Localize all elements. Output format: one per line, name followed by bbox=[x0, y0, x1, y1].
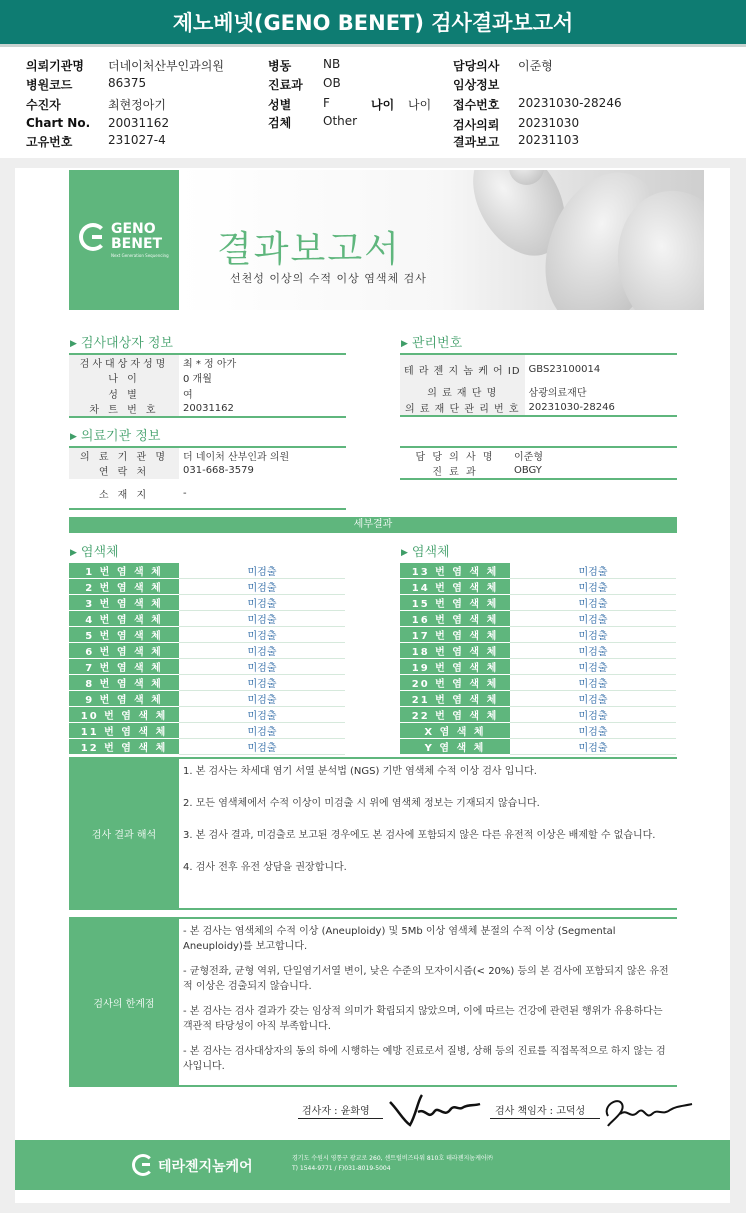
chromosome-result: 미검출 bbox=[510, 579, 676, 595]
chromosome-name: 17 번 염 색 체 bbox=[400, 627, 510, 643]
chromosome-row bbox=[400, 611, 676, 627]
report-main-title: 결과보고서 bbox=[217, 229, 401, 270]
field-label: 연 락 처 bbox=[69, 463, 179, 479]
geno-benet-logo-icon bbox=[79, 222, 169, 258]
chromosome-result: 미검출 bbox=[510, 627, 676, 643]
chromosome-row bbox=[400, 707, 676, 723]
interpretation-item: 3. 본 검사 결과, 미검출로 보고된 경우에도 본 검사에 포함되지 않은 다른 유전적 이상은 배제할 수 없습니다. bbox=[183, 830, 656, 841]
chromosome-row bbox=[400, 675, 676, 691]
meta-label: 임상정보 bbox=[453, 78, 500, 92]
field-value: 0 개월 bbox=[183, 374, 212, 386]
field-value: 최 * 정 아가 bbox=[179, 354, 346, 370]
field-label: 테 라 젠 지 놈 케 어 ID bbox=[400, 354, 525, 384]
chromosome-row bbox=[400, 739, 676, 755]
section-arrow-icon: ▶ bbox=[70, 548, 77, 558]
meta-value: 20231030 bbox=[518, 116, 580, 130]
chromosome-name: 13 번 염 색 체 bbox=[400, 563, 510, 579]
chromosome-row bbox=[69, 707, 345, 723]
meta-label: 접수번호 bbox=[453, 98, 500, 112]
field-value: 20031162 bbox=[179, 401, 346, 417]
chromosome-row bbox=[69, 643, 345, 659]
interpretation-item: 1. 본 검사는 차세대 염기 서열 분석법 (NGS) 기반 염색체 수적 이상 검사 입니다. bbox=[183, 766, 537, 777]
chromosome-name: 20 번 염 색 체 bbox=[400, 675, 510, 691]
limitation-item: - 본 검사는 검사 결과가 갖는 임상적 의미가 확립되지 않았으며, 이에 따르는 건강에 관련된 행위가 유용하다는 객관적 타당성이 아직 부족합니다. bbox=[183, 1006, 663, 1032]
chromosome-name: 5 번 염 색 체 bbox=[69, 627, 179, 643]
meta-value: NB bbox=[323, 57, 341, 71]
chromosome-row bbox=[69, 659, 345, 675]
chromosome-name: 19 번 염 색 체 bbox=[400, 659, 510, 675]
institution-right-table bbox=[400, 446, 677, 480]
section-arrow-icon: ▶ bbox=[70, 339, 77, 349]
report-subtitle: 선천성 이상의 수적 이상 염색체 검사 bbox=[230, 272, 427, 285]
meta-label: 담당의사 bbox=[453, 59, 500, 73]
chromosome-name: 3 번 염 색 체 bbox=[69, 595, 179, 611]
meta-value: 더네이처산부인과의원 bbox=[108, 59, 224, 73]
field-label: 성 별 bbox=[69, 386, 179, 402]
field-label: 의 료 재 단 관 리 번 호 bbox=[400, 400, 525, 416]
field-value: 031-668-3579 bbox=[183, 465, 254, 477]
meta-label: 의뢰기관명 bbox=[26, 59, 84, 73]
field-label: 담 당 의 사 명 bbox=[400, 447, 510, 463]
meta-value: OB bbox=[323, 76, 341, 90]
signature-line bbox=[298, 1118, 383, 1119]
interpretation-box bbox=[69, 757, 677, 910]
chromosome-result: 미검출 bbox=[179, 595, 345, 611]
chromosome-result: 미검출 bbox=[510, 611, 676, 627]
chromosome-table-right bbox=[400, 563, 676, 755]
contact-line: T) 1544-9771 / F)031-8019-5004 bbox=[292, 1165, 391, 1172]
section-heading: ▶ 검사대상자 정보 bbox=[70, 336, 173, 351]
subject-info-table bbox=[69, 353, 346, 418]
section-heading: ▶ 의료기관 정보 bbox=[70, 429, 161, 444]
chromosome-result: 미검출 bbox=[510, 707, 676, 723]
section-heading: ▶ 염색체 bbox=[70, 545, 119, 560]
chromosome-name: 15 번 염 색 체 bbox=[400, 595, 510, 611]
chromosome-row bbox=[400, 659, 676, 675]
chromosome-name: 22 번 염 색 체 bbox=[400, 707, 510, 723]
chromosome-row bbox=[69, 627, 345, 643]
meta-value: Other bbox=[323, 114, 358, 128]
logo-text: GENO bbox=[111, 221, 156, 237]
chromosome-result: 미검출 bbox=[179, 739, 345, 755]
chromosome-name: 1 번 염 색 체 bbox=[69, 563, 179, 579]
meta-value: 86375 bbox=[108, 76, 147, 90]
chromosome-result: 미검출 bbox=[510, 563, 676, 579]
limitation-item: - 본 검사는 검사대상자의 동의 하에 시행하는 예방 진료로서 질병, 상해 등의 진료를 직접목적으로 하지 않는 검사입니다. bbox=[183, 1046, 666, 1072]
chromosome-row bbox=[69, 579, 345, 595]
chromosome-row bbox=[69, 723, 345, 739]
chromosome-name: 2 번 염 색 체 bbox=[69, 579, 179, 595]
meta-value: 이준형 bbox=[518, 59, 553, 73]
chromosome-row bbox=[400, 579, 676, 595]
chromosome-result: 미검출 bbox=[179, 579, 345, 595]
chromosome-result: 미검출 bbox=[179, 659, 345, 675]
meta-value: 나이 bbox=[408, 98, 432, 112]
terragen-logo-icon bbox=[132, 1154, 154, 1176]
chromosome-name: 11 번 염 색 체 bbox=[69, 723, 179, 739]
company-address bbox=[292, 1154, 493, 1174]
meta-label: 나이 bbox=[371, 98, 395, 112]
field-label: 검사대상자성명 bbox=[69, 354, 179, 370]
limitations-text bbox=[179, 917, 677, 1087]
field-value: OBGY bbox=[510, 463, 677, 479]
field-label: 진 료 과 bbox=[400, 463, 510, 479]
meta-label: 병원코드 bbox=[26, 78, 73, 92]
management-table bbox=[400, 353, 677, 417]
meta-label: 진료과 bbox=[268, 78, 303, 92]
chromosome-row bbox=[400, 627, 676, 643]
meta-label: Chart No. bbox=[26, 116, 91, 130]
field-value: 이준형 bbox=[510, 447, 677, 463]
meta-label: 검사의뢰 bbox=[453, 118, 500, 132]
field-label: 나 이 bbox=[69, 370, 179, 386]
signature-line bbox=[490, 1118, 600, 1119]
chromosome-name: 4 번 염 색 체 bbox=[69, 611, 179, 627]
field-label: 의 료 기 관 명 bbox=[69, 447, 179, 463]
chromosome-result: 미검출 bbox=[510, 739, 676, 755]
meta-info bbox=[0, 50, 746, 150]
chromosome-row bbox=[69, 691, 345, 707]
interpretation-item: 2. 모든 염색체에서 수적 이상이 미검출 시 위에 염색체 정보는 기재되지 않습니다. bbox=[183, 798, 540, 809]
chromosome-name: 8 번 염 색 체 bbox=[69, 675, 179, 691]
meta-value: 최현정아기 bbox=[108, 98, 166, 112]
chromosome-row bbox=[69, 563, 345, 579]
chromosome-result: 미검출 bbox=[179, 723, 345, 739]
section-heading: ▶ 염색체 bbox=[401, 545, 450, 560]
meta-label: 고유번호 bbox=[26, 135, 73, 149]
logo-tagline: Next Generation Sequencing bbox=[111, 253, 169, 258]
chromosome-result: 미검출 bbox=[179, 707, 345, 723]
chromosome-name: 7 번 염 색 체 bbox=[69, 659, 179, 675]
detail-results-bar: 세부결과 bbox=[69, 517, 677, 533]
chromosome-row bbox=[400, 595, 676, 611]
meta-label: 결과보고 bbox=[453, 135, 500, 149]
limitations-box bbox=[69, 917, 677, 1087]
chromosome-name: 14 번 염 색 체 bbox=[400, 579, 510, 595]
chromosome-row bbox=[400, 691, 676, 707]
chromosome-result: 미검출 bbox=[510, 659, 676, 675]
meta-label: 수진자 bbox=[26, 98, 61, 112]
field-value: 삼광의료재단 bbox=[528, 388, 587, 400]
director-name: 검사 책임자 : 고덕성 bbox=[495, 1106, 586, 1117]
chromosome-row bbox=[69, 739, 345, 755]
chromosome-name: Y 염 색 체 bbox=[400, 739, 510, 755]
chromosome-result: 미검출 bbox=[179, 643, 345, 659]
chromosome-result: 미검출 bbox=[179, 675, 345, 691]
address-line: 경기도 수원시 영통구 광교로 260, 센트럴비즈타워 810호 테라젠지놈케어㈜ bbox=[292, 1155, 493, 1162]
chromosome-result: 미검출 bbox=[179, 627, 345, 643]
field-label: 소 재 지 bbox=[69, 479, 179, 509]
meta-value: 20031162 bbox=[108, 116, 170, 130]
chromosome-name: 9 번 염 색 체 bbox=[69, 691, 179, 707]
meta-value: 20231103 bbox=[518, 133, 580, 147]
chromosome-row bbox=[69, 675, 345, 691]
director-signature bbox=[600, 1092, 695, 1132]
footer bbox=[15, 1140, 730, 1190]
chromosome-name: X 염 색 체 bbox=[400, 723, 510, 739]
meta-value: F bbox=[323, 96, 330, 110]
chromosome-name: 18 번 염 색 체 bbox=[400, 643, 510, 659]
chromosome-row bbox=[400, 563, 676, 579]
chromosome-row bbox=[400, 723, 676, 739]
field-label: 의 료 재 단 명 bbox=[400, 384, 525, 400]
chromosome-name: 16 번 염 색 체 bbox=[400, 611, 510, 627]
tester-name: 검사자 : 윤화영 bbox=[302, 1106, 370, 1117]
field-value: 20231030-28246 bbox=[525, 400, 677, 416]
chromosome-result: 미검출 bbox=[510, 675, 676, 691]
section-arrow-icon: ▶ bbox=[401, 339, 408, 349]
chromosome-row bbox=[69, 595, 345, 611]
field-label: 차 트 번 호 bbox=[69, 401, 179, 417]
field-value: GBS23100014 bbox=[525, 354, 677, 384]
meta-value: 231027-4 bbox=[108, 133, 166, 147]
company-name: 테라젠지놈케어 bbox=[158, 1159, 253, 1175]
meta-label: 병동 bbox=[268, 59, 292, 73]
chromosome-result: 미검출 bbox=[179, 563, 345, 579]
report-title-bar: 제노베넷(GENO BENET) 검사결과보고서 bbox=[0, 0, 746, 47]
logo-text: BENET bbox=[111, 236, 163, 252]
limitation-item: - 본 검사는 염색체의 수적 이상 (Aneuploidy) 및 5Mb 이상 염색체 분절의 수적 이상 (Segmental Aneuploidy)를 보고합니다. bbox=[183, 926, 616, 952]
chromosome-name: 21 번 염 색 체 bbox=[400, 691, 510, 707]
interpretation-text bbox=[179, 757, 677, 910]
chromosome-name: 6 번 염 색 체 bbox=[69, 643, 179, 659]
chromosome-result: 미검출 bbox=[510, 643, 676, 659]
chromosome-row bbox=[69, 611, 345, 627]
field-value: 더 네이처 산부인과 의원 bbox=[179, 447, 346, 463]
chromosome-result: 미검출 bbox=[179, 611, 345, 627]
chromosome-name: 12 번 염 색 체 bbox=[69, 739, 179, 755]
field-value: 여 bbox=[183, 389, 193, 401]
chromosome-result: 미검출 bbox=[510, 595, 676, 611]
chromosome-result: 미검출 bbox=[179, 691, 345, 707]
section-heading: ▶ 관리번호 bbox=[401, 336, 463, 351]
meta-label: 검체 bbox=[268, 116, 292, 130]
interpretation-item: 4. 검사 전후 유전 상담을 권장합니다. bbox=[183, 862, 347, 873]
field-value: - bbox=[179, 479, 346, 509]
meta-label: 성별 bbox=[268, 98, 292, 112]
tester-signature bbox=[388, 1090, 483, 1130]
chromosome-name: 10 번 염 색 체 bbox=[69, 707, 179, 723]
chromosome-result: 미검출 bbox=[510, 691, 676, 707]
chromosome-row bbox=[400, 643, 676, 659]
institution-table bbox=[69, 446, 346, 510]
section-arrow-icon: ▶ bbox=[401, 548, 408, 558]
section-arrow-icon: ▶ bbox=[70, 432, 77, 442]
meta-value: 20231030-28246 bbox=[518, 96, 622, 110]
chromosome-table-left bbox=[69, 563, 345, 755]
limitations-label: 검사의 한계점 bbox=[69, 917, 179, 1087]
interpretation-label: 검사 결과 해석 bbox=[69, 757, 179, 910]
chromosome-result: 미검출 bbox=[510, 723, 676, 739]
limitation-item: - 균형전좌, 균형 역위, 단일염기서열 변이, 낮은 수준의 모자이시즘(< 20%) 등의 본 검사에 포함되지 않은 유전적 이상은 검출되지 않습니다. bbox=[183, 966, 669, 992]
